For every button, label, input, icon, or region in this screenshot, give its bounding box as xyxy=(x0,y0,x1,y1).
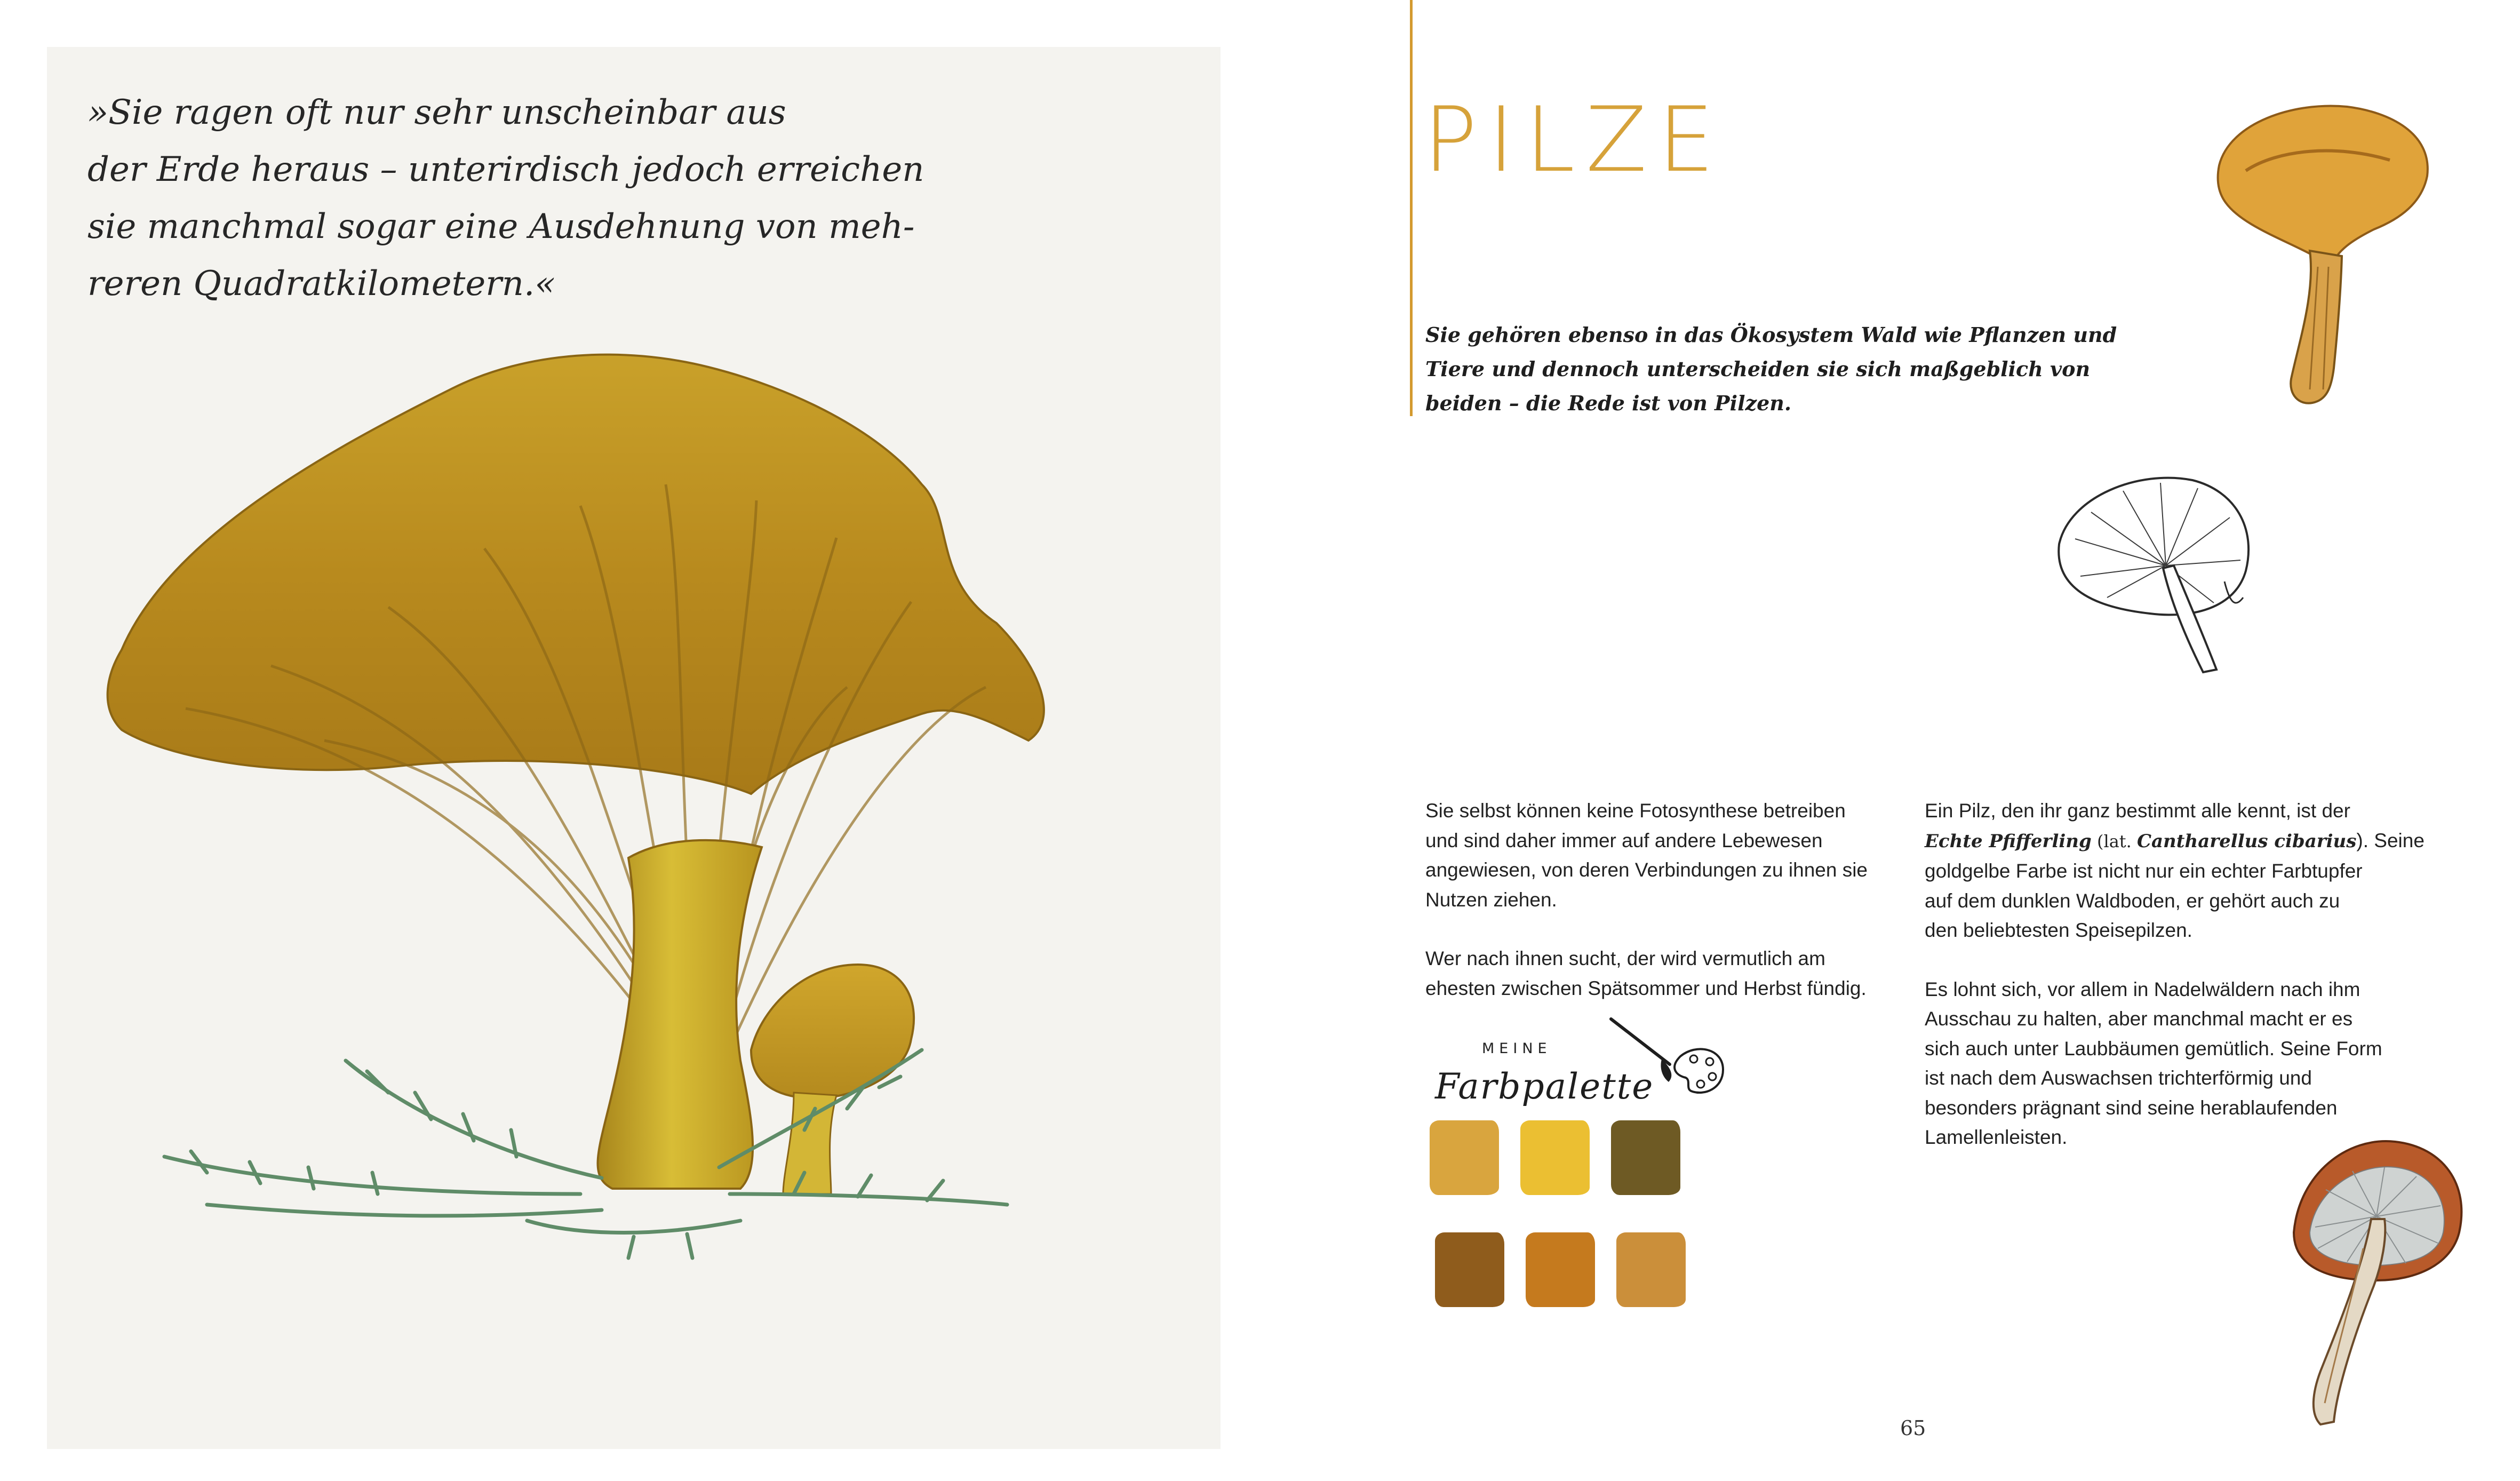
quote-line: reren Quadratkilometern.« xyxy=(87,264,556,304)
body-line: Sie selbst können keine Fotosynthese betreiben xyxy=(1425,800,1846,822)
body-line: auf dem dunklen Waldboden, er gehört auch zu xyxy=(1925,889,2340,912)
line-ending: ). Seine xyxy=(2356,829,2425,851)
body-line-species xyxy=(1925,826,2425,857)
body-line: Es lohnt sich, vor allem in Nadelwäldern nach ihm xyxy=(1925,978,2360,1000)
body-line: den beliebtesten Speisepilzen. xyxy=(1925,919,2192,941)
body-line: ehesten zwischen Spätsommer und Herbst fündig. xyxy=(1425,977,1867,999)
paintbrush-palette-icon xyxy=(1606,1014,1728,1104)
quote-line: der Erde heraus – unterirdisch jedoch erreichen xyxy=(87,150,924,189)
color-swatch xyxy=(1616,1232,1686,1307)
body-line: Nutzen ziehen. xyxy=(1425,888,1557,911)
gold-divider-line xyxy=(1410,0,1413,416)
body-line: Lamellenleisten. xyxy=(1925,1126,2068,1148)
paragraph-gap xyxy=(1425,914,1900,944)
body-line: Wer nach ihnen sucht, der wird vermutlich am xyxy=(1425,947,1825,969)
color-swatch xyxy=(1526,1232,1595,1307)
paragraph-gap xyxy=(1925,945,2405,975)
body-line: Ausschau zu halten, aber manchmal macht er es xyxy=(1925,1008,2353,1030)
common-name: Echte Pfifferling xyxy=(1925,830,2092,852)
intro-line: beiden – die Rede ist von Pilzen. xyxy=(1425,391,1792,415)
body-column-left xyxy=(1425,796,1900,1003)
color-swatch xyxy=(1430,1120,1499,1195)
body-column-right xyxy=(1925,796,2425,1152)
quote-line: »Sie ragen oft nur sehr unscheinbar aus xyxy=(87,93,786,132)
body-line: angewiesen, von deren Verbindungen zu ihnen sie xyxy=(1425,859,1868,881)
chanterelle-large-illustration xyxy=(47,47,1221,1449)
page-title: PILZE xyxy=(1423,87,1725,192)
palette-heading-small: MEINE xyxy=(1482,1040,1552,1057)
page-number: 65 xyxy=(1900,1416,1926,1440)
palette-heading-script: Farbpalette xyxy=(1435,1066,1654,1107)
body-line: goldgelbe Farbe ist nicht nur ein echter Farbtupfer xyxy=(1925,860,2363,882)
intro-text xyxy=(1425,318,2117,420)
mushroom-sketch-illustration xyxy=(2043,464,2267,688)
color-swatch xyxy=(1611,1120,1680,1195)
body-line: besonders prägnant sind seine herablaufenden xyxy=(1925,1096,2338,1119)
body-line: sich auch unter Laubbäumen gemütlich. Seine Form xyxy=(1925,1037,2382,1060)
intro-line: Sie gehören ebenso in das Ökosystem Wald wie Pflanzen und xyxy=(1425,323,2117,347)
color-swatch xyxy=(1435,1232,1504,1307)
mushroom-brown-cap-illustration xyxy=(2283,1126,2475,1446)
body-line: und sind daher immer auf andere Lebewesen xyxy=(1425,829,1823,851)
body-line: ist nach dem Auswachsen trichterförmig und xyxy=(1925,1067,2312,1089)
body-line: Ein Pilz, den ihr ganz bestimmt alle kennt, ist der xyxy=(1925,800,2350,822)
intro-line: Tiere und dennoch unterscheiden sie sich maßgeblich von xyxy=(1425,357,2091,381)
quote-line: sie manchmal sogar eine Ausdehnung von meh- xyxy=(87,207,915,246)
latin-name: Cantharellus cibarius xyxy=(2136,830,2357,852)
color-swatch xyxy=(1520,1120,1590,1195)
latin-prefix: (lat. xyxy=(2091,831,2137,851)
chanterelle-small-illustration xyxy=(2198,91,2443,421)
left-page-panel xyxy=(47,47,1221,1449)
